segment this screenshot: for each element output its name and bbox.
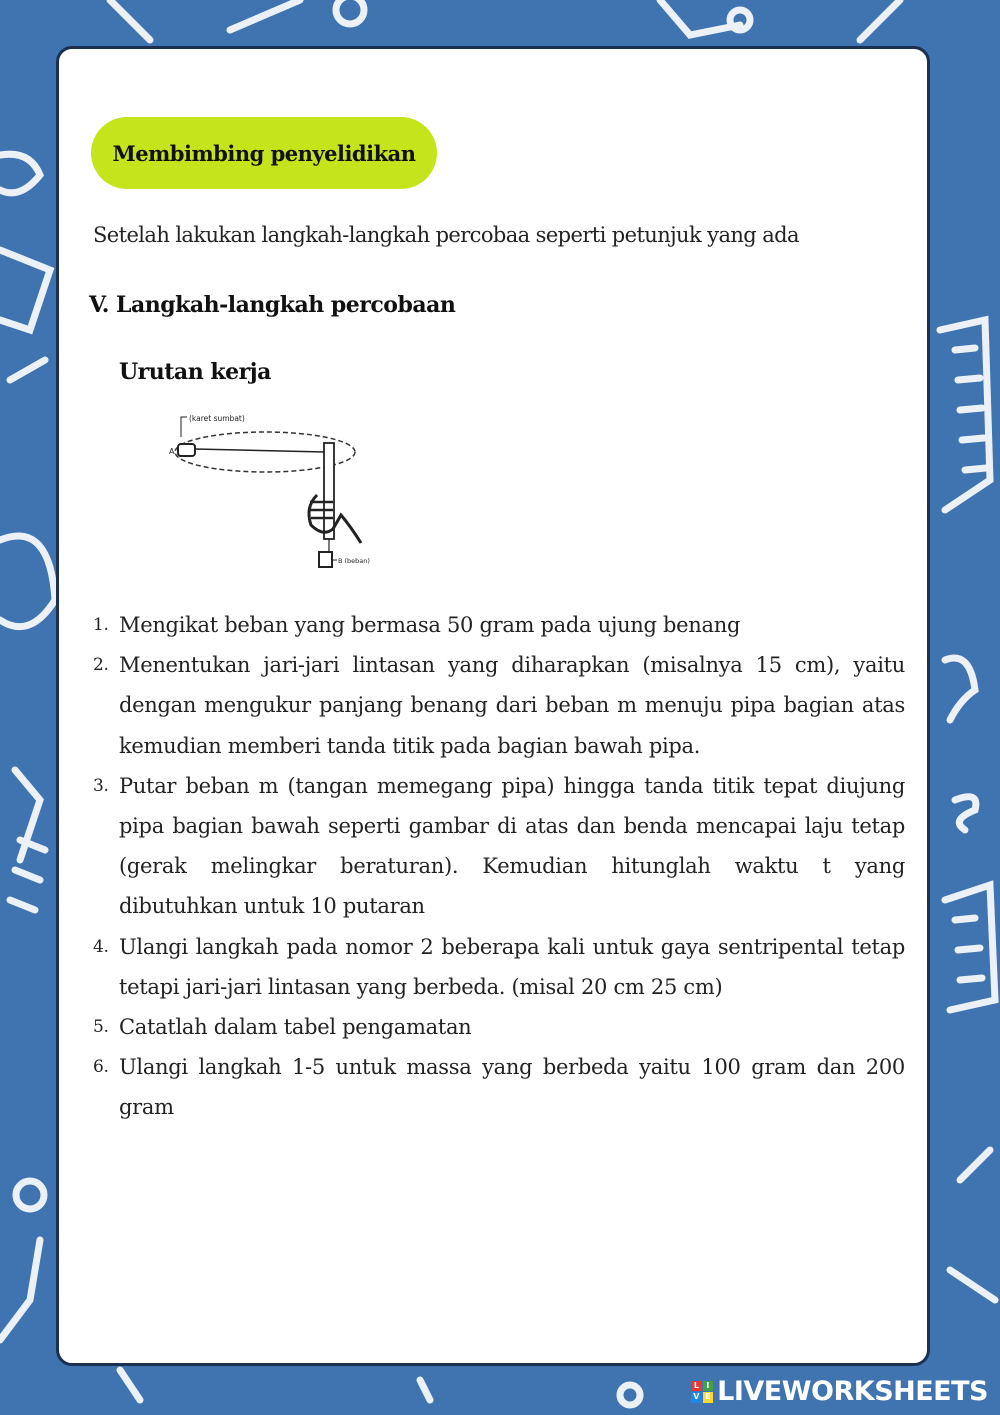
figure-label-bottom: B (beban) — [338, 557, 370, 565]
string-line — [195, 449, 325, 452]
step-number: 6. — [93, 1057, 109, 1078]
tube — [324, 443, 334, 539]
step-number: 2. — [93, 655, 109, 676]
step-text: Ulangi langkah 1-5 untuk massa yang berbeda yaitu 100 gram dan 200 gram — [119, 1055, 905, 1120]
step-number: 4. — [93, 936, 109, 957]
step-number: 1. — [93, 615, 109, 635]
list-item — [93, 605, 905, 645]
list-item — [93, 1047, 905, 1127]
experiment-diagram — [165, 407, 370, 577]
step-text: Menentukan jari-jari lintasan yang diharapkan (misalnya 15 cm), yaitu dengan mengukur panjang benang dari beban m menuju pipa bagian atas kemudian memberi tanda titik pada bagian bawah pipa. — [119, 653, 905, 758]
section-pill-label — [91, 117, 437, 189]
figure-label-a: A — [169, 447, 175, 456]
list-item — [93, 766, 905, 927]
step-number: 3. — [93, 775, 109, 796]
list-item — [93, 927, 905, 1007]
step-text: Catatlah dalam tabel pengamatan — [119, 1015, 472, 1040]
liveworksheets-logo-icon: L I V E — [691, 1381, 713, 1403]
step-text: Mengikat beban yang bermasa 50 gram pada ujung benang — [119, 613, 741, 637]
steps-list — [93, 605, 905, 1128]
brand-name: LIVEWORKSHEETS — [717, 1376, 988, 1407]
pill-text: Membimbing penyelidikan — [112, 140, 416, 166]
list-item — [93, 1007, 905, 1047]
intro-text: Setelah lakukan langkah-langkah percobaa seperti petunjuk yang ada — [93, 223, 799, 247]
step-text: Ulangi langkah pada nomor 2 beberapa kali untuk gaya sentripental tetap tetapi jari-jari lintasan yang berbeda. (misal 20 cm 25 cm) — [119, 934, 905, 999]
liveworksheets-brand[interactable] — [691, 1376, 988, 1407]
step-number: 5. — [93, 1017, 109, 1038]
subsection-title: Urutan kerja — [119, 359, 271, 385]
step-text: Putar beban m (tangan memegang pipa) hingga tanda titik tepat diujung pipa bagian bawah seperti gambar di atas dan benda mencapai laju tetap (gerak melingkar beraturan). Kemudian hitunglah waktu t yang dibutuhkan untuk 10 putaran — [119, 773, 905, 919]
section-title: V. Langkah-langkah percobaan — [89, 292, 456, 318]
figure-label-top: (karet sumbat) — [189, 414, 245, 423]
hanging-weight — [319, 552, 332, 567]
list-item — [93, 645, 905, 766]
stopper-mass — [178, 444, 195, 456]
worksheet-card — [56, 46, 930, 1366]
